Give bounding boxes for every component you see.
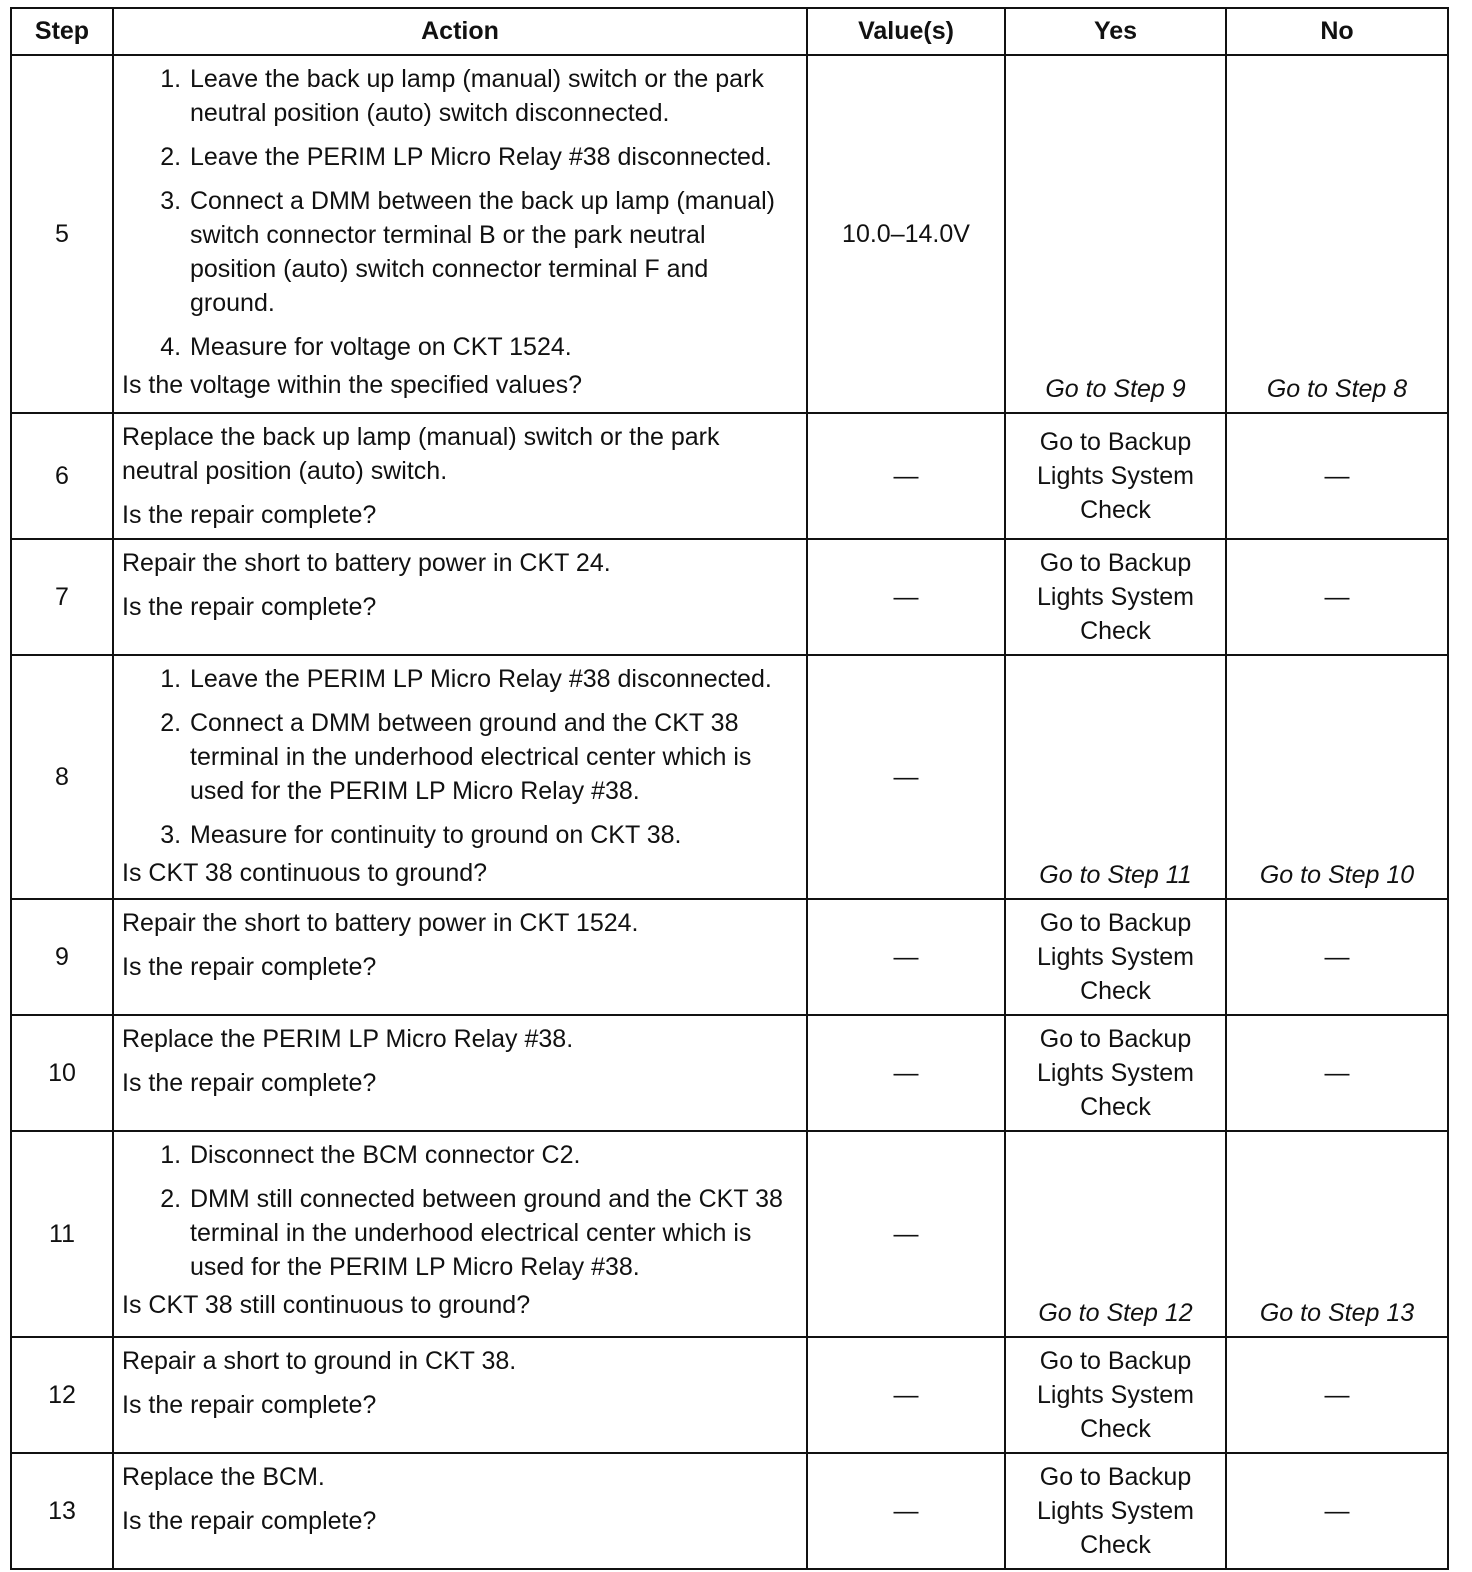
step-number: 9 <box>11 899 113 1015</box>
yes-cell: Go to Backup Lights System Check <box>1005 539 1226 655</box>
no-cell: — <box>1226 413 1448 539</box>
action-text: Replace the PERIM LP Micro Relay #38. <box>122 1025 574 1053</box>
action-question: Is the repair complete? <box>122 501 377 529</box>
action-cell <box>113 55 807 413</box>
table-row <box>11 1337 1448 1453</box>
action-steps-list <box>122 62 798 364</box>
step-number: 7 <box>11 539 113 655</box>
step-number: 13 <box>11 1453 113 1569</box>
action-cell <box>113 655 807 899</box>
step-number: 6 <box>11 413 113 539</box>
yes-cell: Go to Backup Lights System Check <box>1005 899 1226 1015</box>
value-cell: — <box>807 1131 1005 1337</box>
yes-cell: Go to Step 12 <box>1005 1131 1226 1337</box>
header-step: Step <box>11 8 113 55</box>
table-row <box>11 413 1448 539</box>
action-step: 3. Measure for continuity to ground on CKT 38. <box>188 818 798 852</box>
action-text: Repair the short to battery power in CKT 24. <box>122 549 611 577</box>
no-cell: — <box>1226 539 1448 655</box>
action-steps-list <box>122 662 798 852</box>
yes-cell: Go to Backup Lights System Check <box>1005 413 1226 539</box>
action-question: Is the repair complete? <box>122 1507 377 1535</box>
action-question: Is the repair complete? <box>122 1391 377 1419</box>
value-cell: — <box>807 1337 1005 1453</box>
header-yes: Yes <box>1005 8 1226 55</box>
value-cell: — <box>807 1015 1005 1131</box>
action-question: Is the voltage within the specified values? <box>122 371 582 399</box>
table-row <box>11 539 1448 655</box>
action-question: Is the repair complete? <box>122 1069 377 1097</box>
step-number: 12 <box>11 1337 113 1453</box>
action-cell <box>113 1337 807 1453</box>
table-row <box>11 899 1448 1015</box>
action-step: 2. DMM still connected between ground and the CKT 38 terminal in the underhood electrical center which is used for the PERIM LP Micro Relay #38. <box>188 1182 798 1284</box>
table-row <box>11 1453 1448 1569</box>
value-cell: — <box>807 539 1005 655</box>
diagnostic-table <box>10 7 1449 1570</box>
table-row <box>11 1015 1448 1131</box>
table-body <box>11 55 1448 1569</box>
action-cell <box>113 1131 807 1337</box>
action-cell <box>113 539 807 655</box>
action-text: Replace the back up lamp (manual) switch or the park neutral position (auto) switch. <box>122 423 720 485</box>
action-question: Is the repair complete? <box>122 953 377 981</box>
action-cell <box>113 899 807 1015</box>
no-cell: Go to Step 8 <box>1226 55 1448 413</box>
yes-cell: Go to Backup Lights System Check <box>1005 1337 1226 1453</box>
yes-cell: Go to Backup Lights System Check <box>1005 1015 1226 1131</box>
step-number: 5 <box>11 55 113 413</box>
header-values: Value(s) <box>807 8 1005 55</box>
action-cell <box>113 1453 807 1569</box>
action-step: 1. Disconnect the BCM connector C2. <box>188 1138 798 1172</box>
action-step: 1. Leave the back up lamp (manual) switch or the park neutral position (auto) switch disconnected. <box>188 62 798 130</box>
action-step: 3. Connect a DMM between the back up lamp (manual) switch connector terminal B or the park neutral position (auto) switch connector terminal F and ground. <box>188 184 798 320</box>
table-row <box>11 55 1448 413</box>
step-number: 8 <box>11 655 113 899</box>
no-cell: Go to Step 13 <box>1226 1131 1448 1337</box>
action-cell <box>113 413 807 539</box>
value-cell: — <box>807 1453 1005 1569</box>
yes-cell: Go to Step 11 <box>1005 655 1226 899</box>
action-text: Repair a short to ground in CKT 38. <box>122 1347 517 1375</box>
action-text: Repair the short to battery power in CKT 1524. <box>122 909 639 937</box>
step-number: 11 <box>11 1131 113 1337</box>
table-row <box>11 655 1448 899</box>
no-cell: — <box>1226 1337 1448 1453</box>
action-step: 2. Connect a DMM between ground and the CKT 38 terminal in the underhood electrical center which is used for the PERIM LP Micro Relay #38. <box>188 706 798 808</box>
step-number: 10 <box>11 1015 113 1131</box>
no-cell: Go to Step 10 <box>1226 655 1448 899</box>
yes-cell: Go to Step 9 <box>1005 55 1226 413</box>
action-cell <box>113 1015 807 1131</box>
action-steps-list <box>122 1138 798 1284</box>
action-question: Is CKT 38 continuous to ground? <box>122 859 488 887</box>
action-question: Is the repair complete? <box>122 593 377 621</box>
header-row <box>11 8 1448 55</box>
header-no: No <box>1226 8 1448 55</box>
action-step: 4. Measure for voltage on CKT 1524. <box>188 330 798 364</box>
action-step: 2. Leave the PERIM LP Micro Relay #38 disconnected. <box>188 140 798 174</box>
action-question: Is CKT 38 still continuous to ground? <box>122 1291 531 1319</box>
value-cell: — <box>807 655 1005 899</box>
action-text: Replace the BCM. <box>122 1463 325 1491</box>
value-cell: — <box>807 413 1005 539</box>
no-cell: — <box>1226 1015 1448 1131</box>
value-cell: 10.0–14.0V <box>807 55 1005 413</box>
table-row <box>11 1131 1448 1337</box>
action-step: 1. Leave the PERIM LP Micro Relay #38 disconnected. <box>188 662 798 696</box>
no-cell: — <box>1226 899 1448 1015</box>
header-action: Action <box>113 8 807 55</box>
no-cell: — <box>1226 1453 1448 1569</box>
yes-cell: Go to Backup Lights System Check <box>1005 1453 1226 1569</box>
value-cell: — <box>807 899 1005 1015</box>
